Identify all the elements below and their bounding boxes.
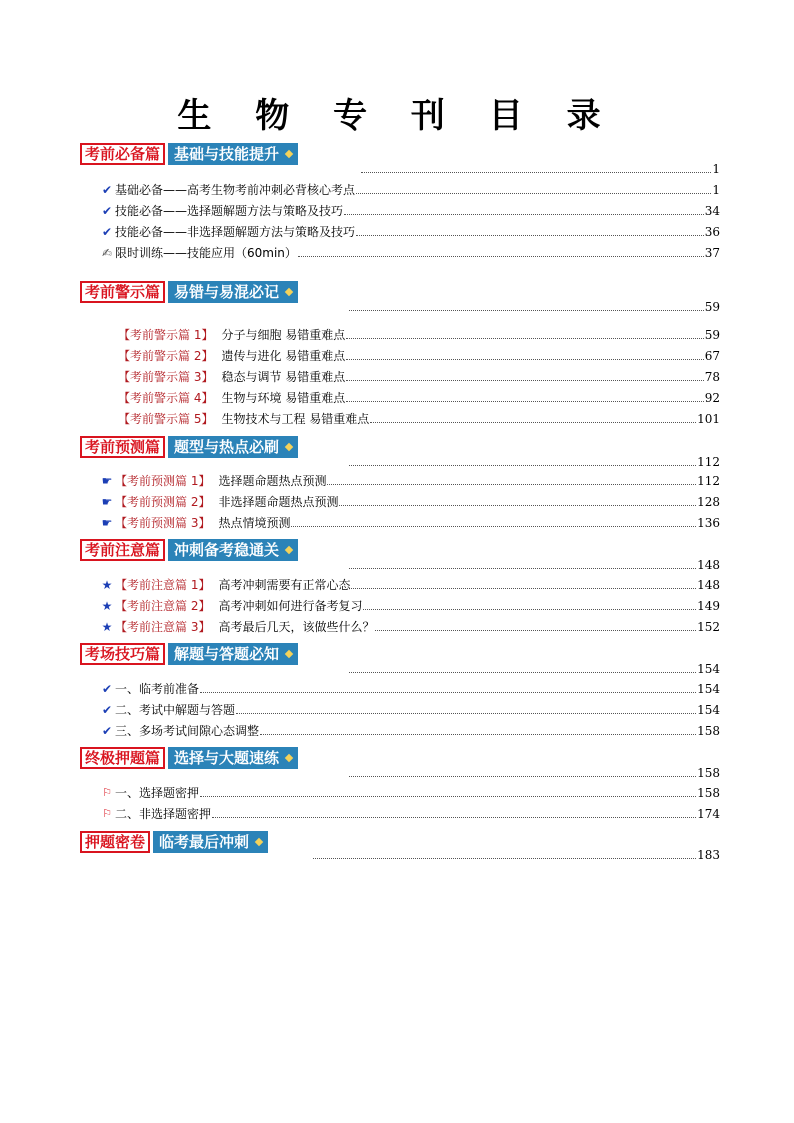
check-icon: ✔ xyxy=(101,183,113,197)
entry-label: 一、选择题密押 xyxy=(115,786,200,800)
page-number: 148 xyxy=(697,558,720,572)
dot-leader xyxy=(291,526,696,527)
entry-label: 二、考试中解题与答题 xyxy=(115,703,236,717)
toc-entry[interactable] xyxy=(118,327,720,343)
star-icon: ★ xyxy=(101,599,113,613)
toc-entry[interactable] xyxy=(100,182,720,198)
diamond-icon xyxy=(285,150,293,158)
page-number: 158 xyxy=(697,724,720,738)
diamond-icon xyxy=(285,754,293,762)
entry-prefix: 【考前预测篇 3】 xyxy=(115,516,211,530)
toc-entry[interactable] xyxy=(100,473,720,489)
toc-entry[interactable] xyxy=(118,390,720,406)
entry-label: 分子与细胞 易错重难点 xyxy=(221,328,346,342)
page-number: 154 xyxy=(697,662,720,676)
dot-leader xyxy=(344,214,704,215)
check-icon: ✔ xyxy=(101,724,113,738)
page-number: 136 xyxy=(697,516,720,530)
page-number: 174 xyxy=(697,807,720,821)
section-page-row[interactable] xyxy=(312,847,720,863)
toc-entry[interactable] xyxy=(100,245,720,261)
section-badge xyxy=(80,281,298,303)
section-page-row[interactable] xyxy=(348,661,720,677)
dot-leader xyxy=(363,609,696,610)
dot-leader xyxy=(361,172,711,173)
diamond-icon xyxy=(285,546,293,554)
section-page-row[interactable] xyxy=(348,454,720,470)
star-icon: ★ xyxy=(101,578,113,592)
entry-label: 生物与环境 易错重难点 xyxy=(221,391,346,405)
entry-prefix: 【考前警示篇 1】 xyxy=(118,328,214,342)
toc-entry[interactable] xyxy=(118,369,720,385)
check-icon: ✔ xyxy=(101,225,113,239)
section-badge xyxy=(80,436,298,458)
section-page-row[interactable] xyxy=(348,557,720,573)
toc-entry[interactable] xyxy=(100,494,720,510)
dot-leader xyxy=(346,380,703,381)
entry-prefix: 【考前预测篇 2】 xyxy=(115,495,211,509)
entry-prefix: 【考前警示篇 2】 xyxy=(118,349,214,363)
section-tag: 考前必备篇 xyxy=(80,143,165,165)
entry-prefix: 【考前注意篇 3】 xyxy=(115,620,211,634)
check-icon: ✔ xyxy=(101,204,113,218)
dot-leader xyxy=(356,193,711,194)
section-tag: 考前预测篇 xyxy=(80,436,165,458)
star-icon: ★ xyxy=(101,620,113,634)
toc-entry[interactable] xyxy=(100,515,720,531)
diamond-icon xyxy=(285,288,293,296)
page-number: 154 xyxy=(697,682,720,696)
dot-leader xyxy=(349,672,696,673)
dot-leader xyxy=(236,713,696,714)
diamond-icon xyxy=(285,650,293,658)
dot-leader xyxy=(260,734,696,735)
entry-label: 限时训练——技能应用（60min） xyxy=(115,246,297,260)
hand-icon: ☛ xyxy=(101,516,113,530)
page-number: 152 xyxy=(697,620,720,634)
section-subtitle: 解题与答题必知 xyxy=(168,643,298,665)
dot-leader xyxy=(370,422,696,423)
entry-label: 一、临考前准备 xyxy=(115,682,200,696)
section-badge xyxy=(80,831,268,853)
section-subtitle: 临考最后冲刺 xyxy=(153,831,268,853)
toc-entry[interactable] xyxy=(100,702,720,718)
entry-label: 二、非选择题密押 xyxy=(115,807,212,821)
dot-leader xyxy=(212,817,696,818)
toc-entry[interactable] xyxy=(100,723,720,739)
dot-leader xyxy=(346,338,703,339)
entry-label: 遗传与进化 易错重难点 xyxy=(221,349,346,363)
entry-prefix: 【考前警示篇 4】 xyxy=(118,391,214,405)
entry-label: 高考最后几天，该做些什么？ xyxy=(218,620,375,634)
section-subtitle: 题型与热点必刷 xyxy=(168,436,298,458)
page-number: 37 xyxy=(704,246,720,260)
section-badge xyxy=(80,539,298,561)
toc-entry[interactable] xyxy=(100,203,720,219)
section-page-row[interactable] xyxy=(348,765,720,781)
page-number: 101 xyxy=(697,412,720,426)
page-number: 154 xyxy=(697,703,720,717)
entry-label: 高考冲刺需要有正常心态 xyxy=(218,578,351,592)
page-number: 67 xyxy=(704,349,720,363)
toc-entry[interactable] xyxy=(100,619,720,635)
flag-icon: ⚐ xyxy=(102,786,112,799)
page-number: 1 xyxy=(712,162,720,176)
page-number: 59 xyxy=(704,300,720,314)
page-number: 128 xyxy=(697,495,720,509)
section-tag: 终极押题篇 xyxy=(80,747,165,769)
section-subtitle: 易错与易混必记 xyxy=(168,281,298,303)
entry-label: 非选择题命题热点预测 xyxy=(218,495,339,509)
section-subtitle: 冲刺备考稳通关 xyxy=(168,539,298,561)
dot-leader xyxy=(346,359,703,360)
entry-prefix: 【考前预测篇 1】 xyxy=(115,474,211,488)
toc-entry[interactable] xyxy=(100,681,720,697)
dot-leader xyxy=(349,465,696,466)
entry-prefix: 【考前注意篇 1】 xyxy=(115,578,211,592)
check-icon: ✔ xyxy=(101,703,113,717)
dot-leader xyxy=(351,588,696,589)
toc-entry[interactable] xyxy=(100,806,720,822)
entry-label: 三、多场考试间隙心态调整 xyxy=(115,724,260,738)
dot-leader xyxy=(200,796,696,797)
flag-icon: ⚐ xyxy=(102,807,112,820)
section-tag: 考前注意篇 xyxy=(80,539,165,561)
diamond-icon xyxy=(285,443,293,451)
hand-icon: ☛ xyxy=(101,474,113,488)
entry-label: 技能必备——选择题解题方法与策略及技巧 xyxy=(115,204,344,218)
entry-label: 基础必备——高考生物考前冲刺必背核心考点 xyxy=(115,183,356,197)
section-subtitle: 选择与大题速练 xyxy=(168,747,298,769)
page-number: 112 xyxy=(697,455,720,469)
page-number: 78 xyxy=(704,370,720,384)
pencil-icon: ✍ xyxy=(101,246,113,260)
page-number: 59 xyxy=(704,328,720,342)
entry-label: 技能必备——非选择题解题方法与策略及技巧 xyxy=(115,225,356,239)
dot-leader xyxy=(339,505,696,506)
entry-label: 稳态与调节 易错重难点 xyxy=(221,370,346,384)
dot-leader xyxy=(313,858,696,859)
dot-leader xyxy=(349,310,704,311)
dot-leader xyxy=(375,630,696,631)
entry-prefix: 【考前注意篇 2】 xyxy=(115,599,211,613)
entry-label: 生物技术与工程 易错重难点 xyxy=(221,412,370,426)
entry-prefix: 【考前警示篇 3】 xyxy=(118,370,214,384)
entry-label: 高考冲刺如何进行备考复习 xyxy=(218,599,363,613)
section-tag: 押题密卷 xyxy=(80,831,150,853)
dot-leader xyxy=(346,401,703,402)
section-page-row[interactable] xyxy=(348,299,720,315)
page-title: 生 物 专 刊 目 录 xyxy=(177,96,617,136)
dot-leader xyxy=(349,568,696,569)
section-badge xyxy=(80,143,298,165)
dot-leader xyxy=(200,692,696,693)
page-number: 112 xyxy=(697,474,720,488)
section-badge xyxy=(80,747,298,769)
page-number: 148 xyxy=(697,578,720,592)
page-number: 158 xyxy=(697,766,720,780)
page-number: 149 xyxy=(697,599,720,613)
page-number: 1 xyxy=(712,183,720,197)
section-tag: 考场技巧篇 xyxy=(80,643,165,665)
diamond-icon xyxy=(255,838,263,846)
section-badge xyxy=(80,643,298,665)
dot-leader xyxy=(298,256,704,257)
page-number: 183 xyxy=(697,848,720,862)
section-tag: 考前警示篇 xyxy=(80,281,165,303)
toc-entry[interactable] xyxy=(100,224,720,240)
page-number: 92 xyxy=(704,391,720,405)
toc-entry[interactable] xyxy=(100,785,720,801)
toc-entry[interactable] xyxy=(118,348,720,364)
toc-entry[interactable] xyxy=(100,598,720,614)
dot-leader xyxy=(356,235,704,236)
check-icon: ✔ xyxy=(101,682,113,696)
section-subtitle: 基础与技能提升 xyxy=(168,143,298,165)
page-number: 36 xyxy=(704,225,720,239)
entry-label: 热点情境预测 xyxy=(218,516,291,530)
hand-icon: ☛ xyxy=(101,495,113,509)
page-number: 158 xyxy=(697,786,720,800)
toc-entry[interactable] xyxy=(118,411,720,427)
entry-label: 选择题命题热点预测 xyxy=(218,474,327,488)
entry-prefix: 【考前警示篇 5】 xyxy=(118,412,214,426)
dot-leader xyxy=(327,484,696,485)
dot-leader xyxy=(349,776,696,777)
section-page-row[interactable] xyxy=(360,161,720,177)
toc-entry[interactable] xyxy=(100,577,720,593)
page-number: 34 xyxy=(704,204,720,218)
